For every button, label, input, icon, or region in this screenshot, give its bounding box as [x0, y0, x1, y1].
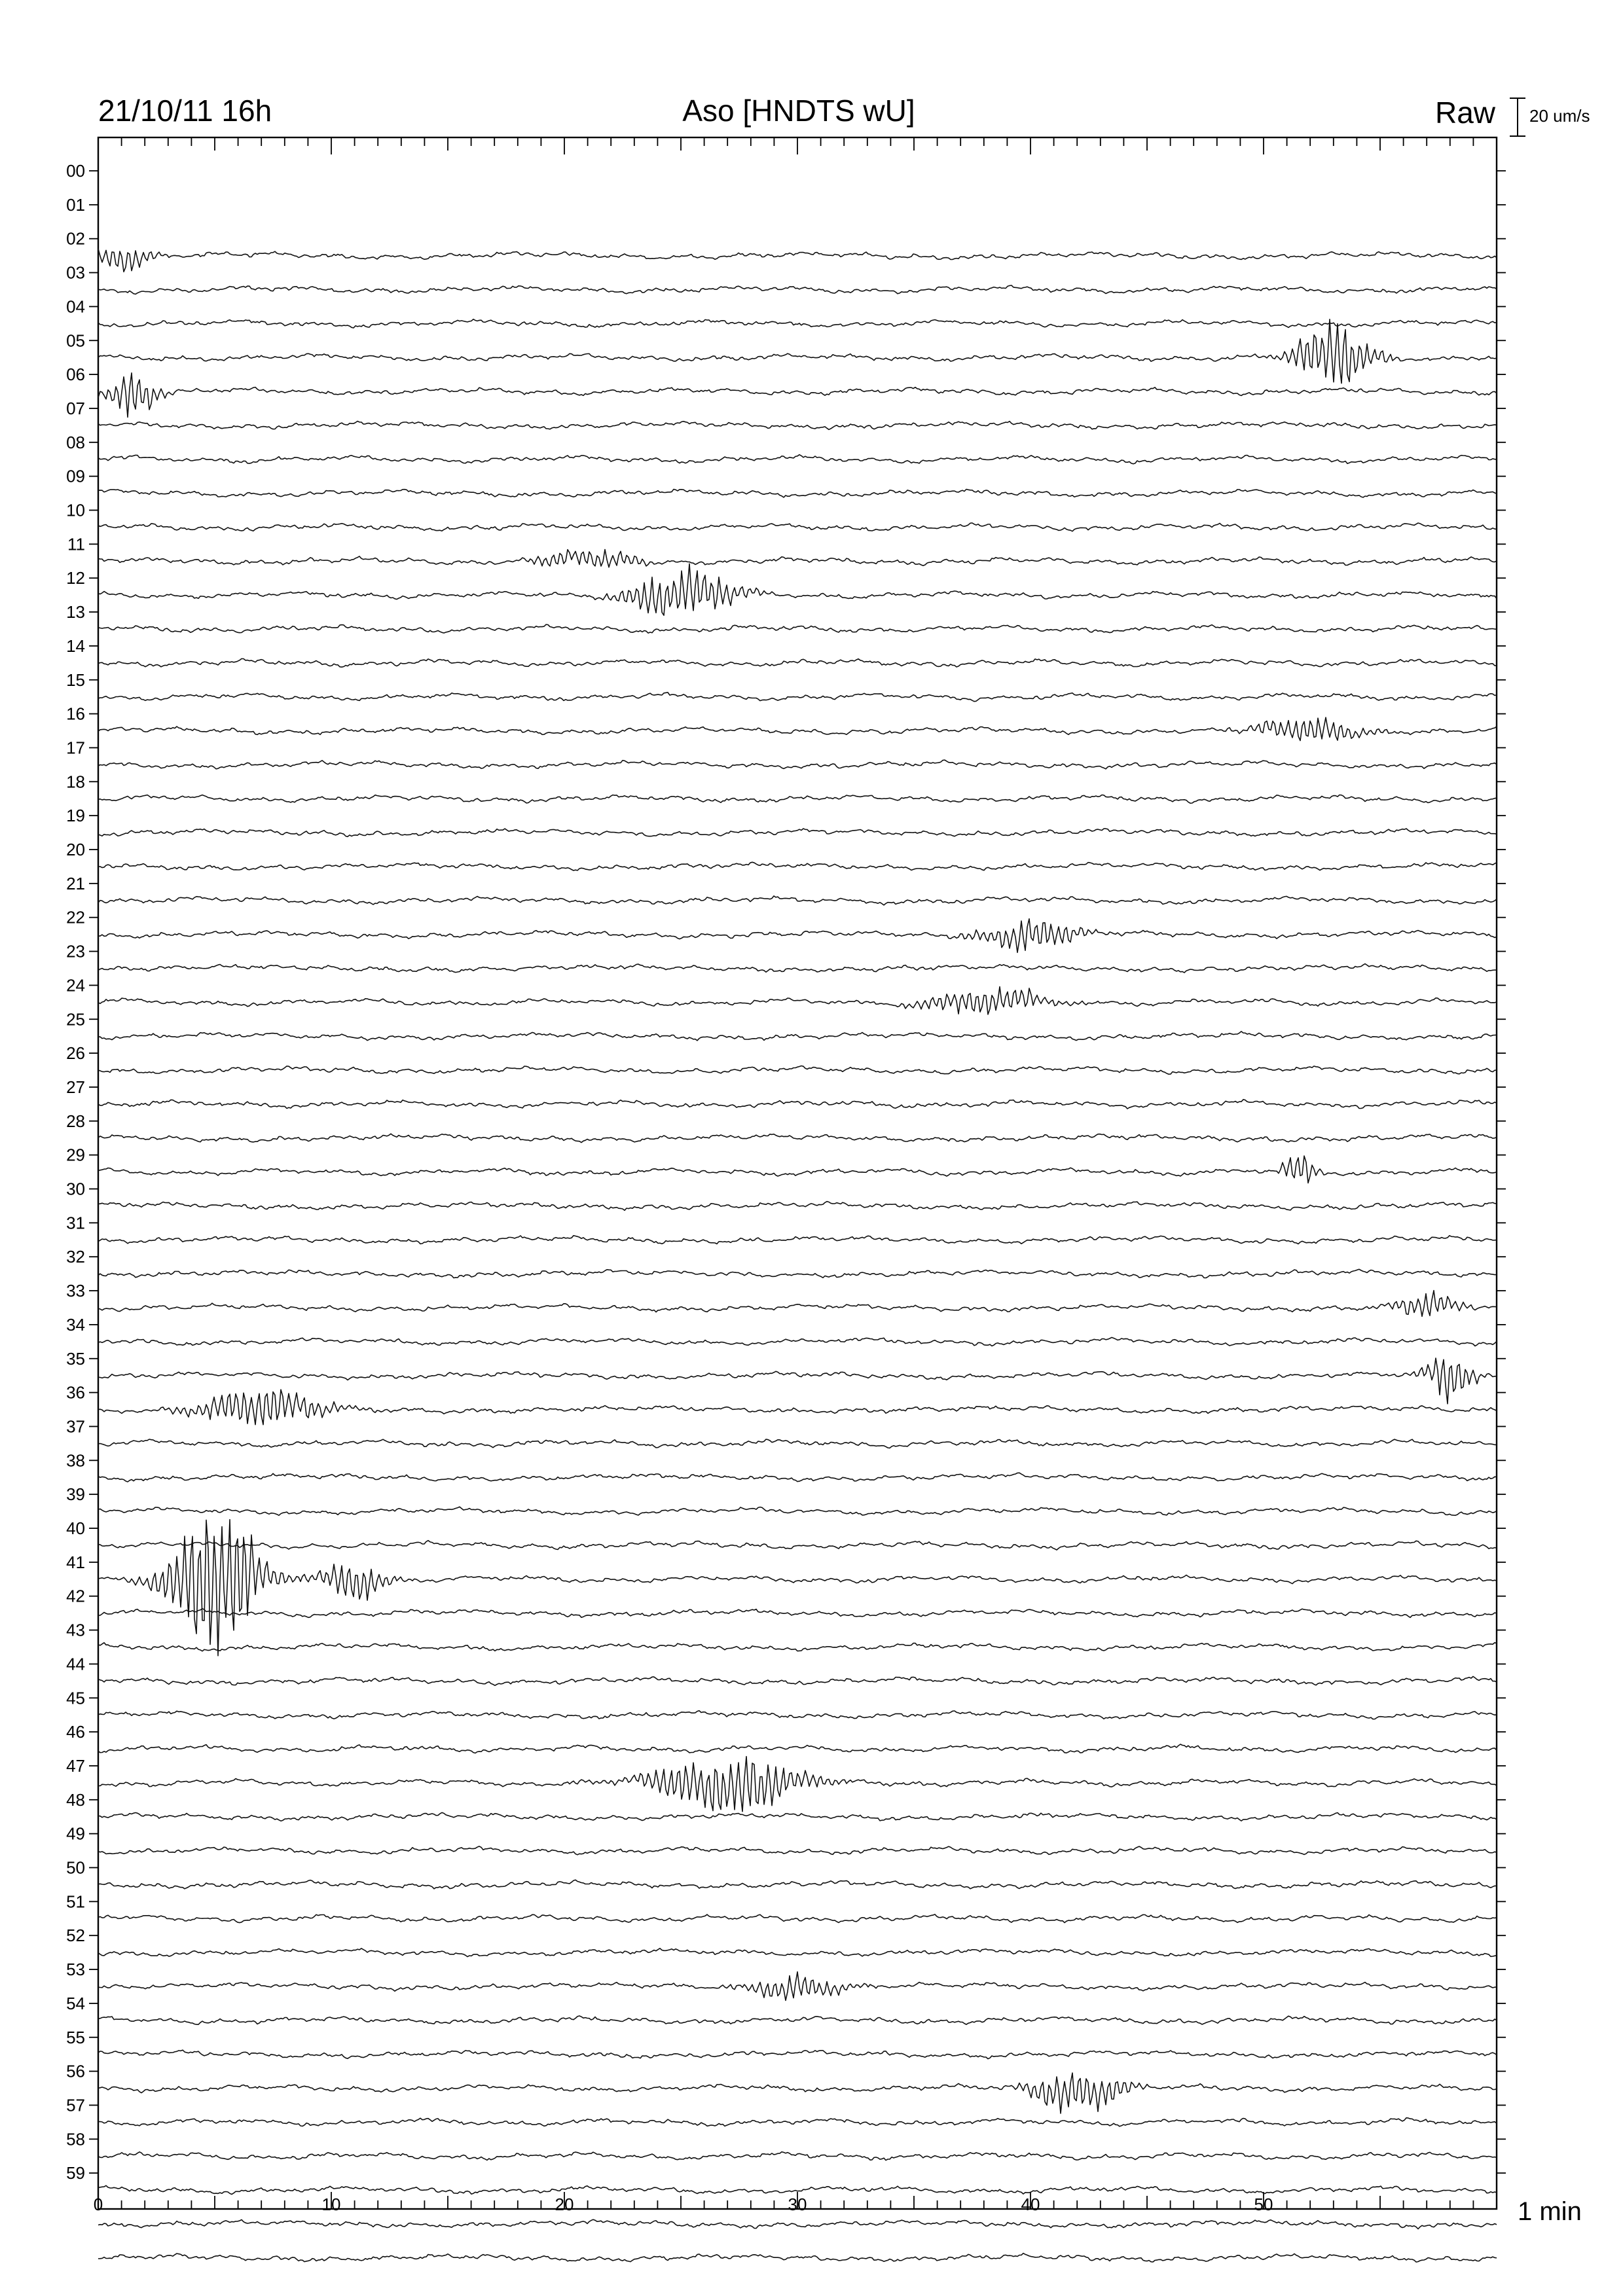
- frame-ticks: [89, 137, 1506, 2209]
- seismic-trace: [98, 1236, 1497, 1244]
- seismic-trace: [98, 760, 1497, 769]
- row-label: 32: [66, 1247, 85, 1267]
- seismic-trace: [98, 964, 1497, 973]
- row-label: 17: [66, 738, 85, 758]
- x-tick-label: 20: [555, 2195, 574, 2214]
- seismic-trace: [98, 1507, 1497, 1515]
- seismic-trace: [98, 1972, 1497, 2001]
- seismic-trace: [98, 1880, 1497, 1889]
- chart-datetime: 21/10/11 16h: [98, 94, 272, 128]
- seismic-trace: [98, 373, 1497, 418]
- seismic-trace: [98, 1269, 1497, 1278]
- seismic-trace: [98, 2118, 1497, 2126]
- seismic-trace: [98, 1337, 1497, 1346]
- seismic-trace: [98, 862, 1497, 870]
- row-label: 30: [66, 1179, 85, 1199]
- row-label: 34: [66, 1314, 85, 1335]
- seismic-trace: [98, 717, 1497, 740]
- seismic-trace: [98, 1541, 1497, 1550]
- row-label: 18: [66, 772, 85, 792]
- seismic-trace: [98, 564, 1497, 615]
- x-tick-label: 50: [1254, 2195, 1273, 2214]
- row-label: 14: [66, 636, 85, 656]
- row-label: 10: [66, 500, 85, 520]
- seismic-trace: [98, 455, 1497, 464]
- row-label: 12: [66, 568, 85, 588]
- seismic-trace: [98, 1390, 1497, 1425]
- seismic-trace: [98, 896, 1497, 905]
- row-label: 07: [66, 398, 85, 418]
- row-label: 46: [66, 1722, 85, 1742]
- seismic-trace: [98, 2219, 1497, 2229]
- row-label: 21: [66, 873, 85, 893]
- chart-title: Aso [HNDTS wU]: [682, 94, 915, 128]
- seismic-trace: [98, 249, 1497, 272]
- row-label: 27: [66, 1077, 85, 1097]
- x-tick-label: 0: [93, 2195, 103, 2214]
- row-label: 52: [66, 1926, 85, 1946]
- row-label: 09: [66, 466, 85, 486]
- seismic-trace: [98, 1757, 1497, 1812]
- scale-bar: [1510, 98, 1525, 136]
- seismic-trace: [98, 1473, 1497, 1482]
- seismic-trace: [98, 550, 1497, 567]
- row-label: 28: [66, 1111, 85, 1131]
- seismic-trace: [98, 2073, 1497, 2113]
- row-label: 24: [66, 975, 85, 996]
- seismic-traces: [98, 249, 1497, 2262]
- seismic-trace: [98, 2050, 1497, 2058]
- row-label: 42: [66, 1586, 85, 1606]
- row-label: 41: [66, 1552, 85, 1572]
- row-label: 23: [66, 941, 85, 961]
- x-tick-label: 30: [788, 2195, 807, 2214]
- row-label: 49: [66, 1823, 85, 1844]
- row-label: 08: [66, 432, 85, 452]
- seismic-trace: [98, 624, 1497, 633]
- row-label: 56: [66, 2061, 85, 2081]
- seismic-trace: [98, 2253, 1497, 2262]
- seismic-trace: [98, 987, 1497, 1014]
- seismic-trace: [98, 319, 1497, 328]
- seismic-trace: [98, 285, 1497, 294]
- chart-mode: Raw: [1434, 96, 1495, 130]
- seismic-trace: [98, 1066, 1497, 1075]
- seismic-trace: [98, 1812, 1497, 1821]
- seismic-trace: [98, 1202, 1497, 1211]
- row-label: 05: [66, 331, 85, 351]
- hour-minute-row-labels: [66, 161, 85, 2183]
- row-label: 25: [66, 1009, 85, 1030]
- row-label: 13: [66, 602, 85, 622]
- row-label: 03: [66, 262, 85, 283]
- row-label: 15: [66, 670, 85, 690]
- seismic-trace: [98, 1134, 1497, 1142]
- row-label: 33: [66, 1281, 85, 1301]
- row-label: 47: [66, 1755, 85, 1776]
- row-label: 54: [66, 1993, 85, 2013]
- row-label: 01: [66, 194, 85, 215]
- seismic-trace: [98, 319, 1497, 384]
- row-label: 20: [66, 840, 85, 859]
- seismic-trace: [98, 919, 1497, 953]
- row-label: 39: [66, 1484, 85, 1505]
- seismic-trace: [98, 1358, 1497, 1404]
- seismic-trace: [98, 1609, 1497, 1618]
- seismic-trace: [98, 692, 1497, 702]
- row-label: 51: [66, 1892, 85, 1912]
- seismic-trace: [98, 2152, 1497, 2161]
- row-label: 50: [66, 1857, 85, 1878]
- seismic-trace: [98, 1676, 1497, 1685]
- row-label: 22: [66, 907, 85, 927]
- seismic-trace: [98, 1948, 1497, 1957]
- seismic-trace: [98, 829, 1497, 836]
- seismic-trace: [98, 658, 1497, 667]
- seismic-trace: [98, 2016, 1497, 2024]
- row-label: 48: [66, 1789, 85, 1810]
- x-tick-label: 10: [321, 2195, 341, 2214]
- seismic-trace: [98, 1711, 1497, 1719]
- seismic-trace: [98, 795, 1497, 804]
- row-label: 16: [66, 704, 85, 724]
- x-tick-label: 40: [1021, 2195, 1040, 2214]
- row-label: 57: [66, 2095, 85, 2115]
- row-label: 43: [66, 1620, 85, 1640]
- seismic-trace: [98, 1100, 1497, 1109]
- row-label: 35: [66, 1348, 85, 1369]
- seismic-trace: [98, 1643, 1497, 1651]
- seismic-trace: [98, 1914, 1497, 1923]
- row-label: 26: [66, 1043, 85, 1064]
- row-label: 44: [66, 1654, 85, 1674]
- seismic-trace: [98, 1031, 1497, 1041]
- row-label: 31: [66, 1213, 85, 1233]
- row-label: 45: [66, 1688, 85, 1708]
- seismic-trace: [98, 490, 1497, 497]
- row-label: 19: [66, 806, 85, 826]
- row-label: 38: [66, 1450, 85, 1471]
- seismic-trace: [98, 1846, 1497, 1855]
- seismic-trace: [98, 1291, 1497, 1317]
- seismic-trace: [98, 1156, 1497, 1183]
- row-label: 58: [66, 2129, 85, 2149]
- scale-label: 20 um/s: [1529, 106, 1590, 126]
- row-label: 59: [66, 2163, 85, 2183]
- row-label: 55: [66, 2027, 85, 2047]
- seismic-trace: [98, 1520, 1497, 1656]
- row-label: 36: [66, 1382, 85, 1403]
- seismic-trace: [98, 422, 1497, 430]
- row-label: 37: [66, 1416, 85, 1437]
- row-label: 02: [66, 228, 85, 249]
- row-label: 11: [67, 534, 85, 554]
- row-label: 53: [66, 1960, 85, 1980]
- x-axis-labels: [94, 2195, 1273, 2214]
- row-label: 29: [66, 1145, 85, 1165]
- row-label: 06: [66, 365, 85, 385]
- seismic-trace: [98, 523, 1497, 531]
- seismic-trace: [98, 1439, 1497, 1448]
- row-label: 40: [66, 1518, 85, 1538]
- row-label: 04: [66, 296, 85, 317]
- seismic-trace: [98, 1744, 1497, 1753]
- time-unit-label: 1 min: [1518, 2197, 1582, 2226]
- row-label: 00: [66, 161, 85, 181]
